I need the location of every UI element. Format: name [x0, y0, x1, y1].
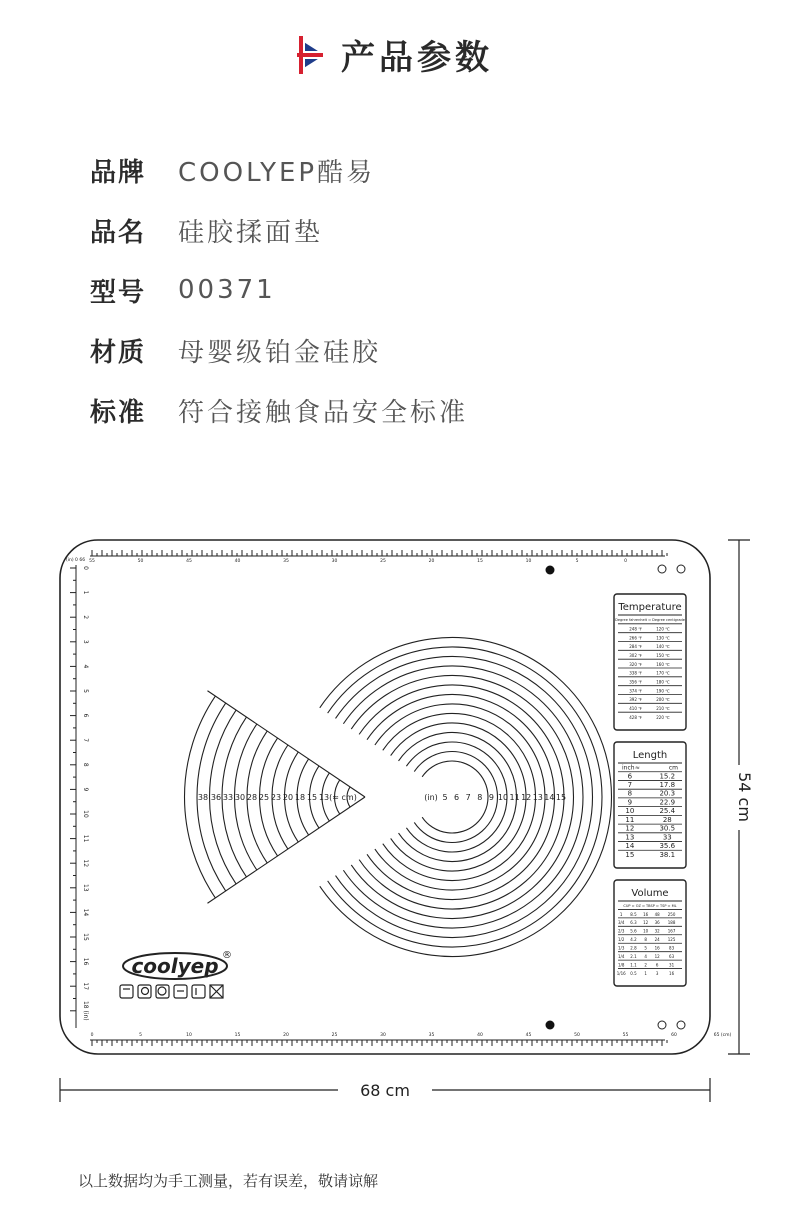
- spec-label: 型号: [90, 277, 147, 308]
- table-cell: 130 ℃: [656, 635, 670, 641]
- table-cell: 1.1: [630, 962, 637, 968]
- ruler-label: 20: [283, 1033, 289, 1038]
- ring-label: 14: [544, 793, 555, 802]
- wedge-label: 18: [294, 793, 306, 802]
- ruler-label: 65 (cm): [713, 1033, 732, 1038]
- table-cell: 160 ℃: [656, 661, 670, 667]
- table-header: CUP ≈ OZ ≈ TBSP ≈ TSP ≈ ML: [623, 903, 677, 908]
- table-cell: 22.9: [659, 798, 676, 807]
- ring-label: 9: [488, 793, 494, 802]
- table-cell: 25.4: [659, 807, 676, 816]
- ruler-label: 35: [283, 559, 289, 564]
- table-cell: 1: [644, 970, 647, 976]
- table-cell: 8: [644, 937, 647, 943]
- spec-row-material: [90, 320, 468, 380]
- table-cell: 190 ℃: [656, 688, 670, 694]
- wedge-label: (≈ cm): [329, 793, 357, 802]
- ruler-label: 1: [82, 590, 89, 595]
- table-cell: 36: [654, 920, 660, 926]
- wedge-label: 36: [210, 793, 222, 802]
- ruler-label: 15: [82, 933, 89, 941]
- ruler-label: 7: [82, 738, 89, 743]
- ruler-label: 6: [82, 713, 89, 718]
- table-header: ≈: [634, 764, 640, 772]
- ruler-label: 3: [82, 639, 89, 644]
- table-cell: 3/4: [617, 920, 625, 926]
- table-cell: 0.5: [630, 970, 637, 976]
- ruler-label: 10: [525, 559, 532, 564]
- center-unit-label: (in): [424, 793, 438, 802]
- table-cell: 83: [669, 945, 675, 951]
- table-cell: 30.5: [659, 824, 676, 833]
- table-cell: 1/2: [617, 937, 625, 943]
- table-cell: 13: [625, 833, 635, 842]
- table-cell: 12: [625, 824, 635, 833]
- table-cell: 12: [654, 954, 660, 959]
- table-cell: 2/3: [617, 928, 625, 934]
- dot-marker: [546, 1021, 555, 1030]
- wedge-label: 25: [258, 793, 270, 802]
- spec-label: 品名: [90, 217, 147, 248]
- table-cell: 248 ℉: [629, 626, 642, 632]
- table-cell: 170 ℃: [656, 670, 670, 676]
- ring-label: 8: [477, 793, 483, 802]
- table-cell: 188: [667, 920, 676, 926]
- ruler-label: 55: [622, 1033, 629, 1038]
- ruler-label: 10: [186, 1033, 192, 1038]
- ruler-label: 5: [139, 1033, 142, 1038]
- table-cell: 428 ℉: [629, 714, 642, 720]
- table-cell: 374 ℉: [629, 688, 642, 694]
- ring-label: 13: [532, 793, 543, 802]
- ruler-label: 45: [186, 559, 192, 564]
- table-cell: 33: [662, 833, 672, 842]
- ruler-label: 40: [234, 559, 241, 564]
- table-cell: 14: [625, 842, 635, 851]
- ruler-label: 35: [428, 1033, 435, 1038]
- ruler-label: 25: [331, 1033, 338, 1038]
- table-cell: 2: [644, 962, 647, 968]
- spec-list: [90, 140, 468, 440]
- ruler-label: 30: [331, 559, 338, 564]
- ruler-label: 0: [90, 1033, 94, 1038]
- table-cell: 1/16: [616, 970, 626, 976]
- table-cell: 266 ℉: [629, 635, 642, 641]
- ruler-label: 5: [575, 559, 579, 564]
- coolyep-logo: [123, 950, 232, 979]
- table-cell: 32: [654, 928, 660, 934]
- table-cell: 9: [627, 798, 633, 807]
- length-table: [614, 742, 686, 868]
- wedge-label: 38: [197, 793, 209, 802]
- table-cell: 2.1: [630, 954, 637, 959]
- table-cell: 167: [667, 928, 676, 934]
- table-cell: 338 ℉: [629, 670, 642, 676]
- table-cell: 16: [643, 911, 649, 917]
- table-cell: 125: [667, 937, 676, 943]
- ruler-label: 18 (in): [82, 1000, 89, 1021]
- table-cell: 1/4: [617, 954, 625, 959]
- ruler-corner-label: (in) 0 66: [66, 558, 86, 563]
- ruler-label: 0: [82, 566, 89, 570]
- header: [0, 30, 790, 79]
- registered-mark: ®: [222, 950, 232, 961]
- ruler-label: 50: [574, 1033, 580, 1038]
- temperature-table: [614, 594, 686, 730]
- ruler-label: 0: [624, 559, 627, 564]
- table-cell: 8.5: [630, 911, 637, 917]
- ruler-label: 16: [82, 957, 89, 966]
- table-cell: 120 ℃: [656, 626, 670, 632]
- table-cell: 6: [627, 772, 633, 781]
- ruler-label: 5: [82, 689, 89, 693]
- ruler-label: 17: [82, 982, 89, 991]
- table-header: cm: [668, 764, 678, 772]
- ruler-label: 50: [137, 559, 144, 564]
- spec-label: 品牌: [90, 157, 147, 188]
- table-cell: 4.2: [630, 937, 637, 943]
- spec-value: COOLYEP酷易: [178, 157, 376, 188]
- ruler-label: 15: [477, 559, 483, 564]
- table-title: Volume: [631, 888, 669, 899]
- ruler-label: 25: [380, 559, 386, 564]
- table-cell: 15: [625, 850, 635, 859]
- spec-row-standard: [90, 380, 468, 440]
- footnote: 以上数据均为手工测量，若有误差，敬请谅解: [78, 1172, 379, 1190]
- spec-label: 标准: [90, 397, 147, 428]
- table-cell: 10: [625, 807, 635, 816]
- ring-label: 10: [497, 793, 509, 802]
- ring-label: 7: [465, 793, 471, 802]
- ruler-label: 40: [477, 1033, 483, 1038]
- table-title: Temperature: [618, 602, 682, 613]
- spec-value: 00371: [178, 275, 276, 305]
- ruler-label: 8: [82, 762, 89, 767]
- table-cell: 410 ℉: [629, 705, 642, 711]
- table-cell: 31: [669, 962, 675, 968]
- table-cell: 15.2: [659, 772, 676, 781]
- ruler-label: 9: [82, 787, 89, 792]
- table-cell: 3: [655, 970, 659, 976]
- table-cell: 1: [619, 911, 623, 917]
- ruler-label: 10: [82, 810, 89, 818]
- volume-table: [614, 880, 686, 986]
- table-cell: 210 ℃: [656, 705, 670, 711]
- table-cell: 1/3: [617, 945, 625, 951]
- ruler-label: 60: [671, 1033, 677, 1038]
- table-cell: 5: [644, 945, 647, 951]
- ruler-label: 11: [82, 834, 89, 843]
- flag-arrow-icon: [297, 36, 327, 74]
- ring-label: 5: [442, 793, 448, 802]
- table-title: Length: [632, 750, 668, 761]
- wedge-label: 23: [270, 793, 282, 802]
- ruler-label: 14: [82, 908, 89, 917]
- ruler-label: 30: [380, 1033, 386, 1038]
- table-cell: 35.6: [659, 842, 676, 851]
- table-cell: 11: [625, 815, 635, 824]
- wedge-label: 20: [282, 793, 294, 802]
- wedge-label: 15: [306, 793, 318, 802]
- table-cell: 20.3: [659, 789, 676, 798]
- table-cell: 140 ℃: [656, 644, 670, 650]
- pastry-mat-diagram: [0, 520, 790, 1120]
- table-cell: 12: [643, 920, 649, 926]
- table-cell: 4: [644, 954, 647, 959]
- table-cell: 302 ℉: [629, 652, 642, 658]
- table-cell: 16: [654, 945, 660, 951]
- table-cell: 24: [654, 937, 660, 943]
- spec-value: 母婴级铂金硅胶: [178, 337, 382, 368]
- height-label: 54 cm: [735, 772, 754, 822]
- table-cell: 320 ℉: [629, 661, 642, 667]
- width-label: 68 cm: [360, 1081, 410, 1100]
- ruler-label: 12: [82, 859, 89, 868]
- ring-label: 6: [454, 793, 460, 802]
- table-cell: 356 ℉: [629, 679, 642, 685]
- brand-text: coolyep: [131, 954, 219, 978]
- ring-label: 11: [509, 793, 520, 802]
- spec-row-brand: [90, 140, 468, 200]
- table-cell: 250: [667, 911, 676, 917]
- ruler-label: 45: [525, 1033, 532, 1038]
- spec-label: 材质: [90, 337, 147, 368]
- table-cell: 220 ℃: [656, 714, 670, 720]
- table-cell: 48: [654, 911, 660, 917]
- table-cell: 200 ℃: [656, 697, 670, 703]
- wedge-label: 28: [246, 793, 258, 802]
- table-cell: 284 ℉: [629, 644, 642, 650]
- page-title: 产品参数: [341, 38, 493, 78]
- table-cell: 150 ℃: [656, 652, 670, 658]
- spec-value: 符合接触食品安全标准: [178, 397, 469, 428]
- table-header: Degree fahrenheit ≈ Degree centigrade: [615, 618, 685, 623]
- table-cell: 392 ℉: [629, 697, 642, 703]
- table-cell: 28: [662, 815, 672, 824]
- table-cell: 38.1: [659, 850, 676, 859]
- wedge-label: 13: [318, 793, 330, 802]
- table-cell: 2.8: [630, 945, 637, 951]
- table-cell: 1/8: [617, 962, 625, 968]
- table-cell: 63: [669, 954, 675, 959]
- ruler-label: 55: [89, 559, 95, 564]
- dot-marker: [546, 566, 555, 575]
- spec-row-name: [90, 200, 468, 260]
- table-cell: 17.8: [659, 781, 676, 789]
- wedge-label: 30: [234, 793, 246, 802]
- ruler-label: 4: [82, 664, 89, 669]
- wedge-label: 33: [222, 793, 234, 802]
- table-cell: 6: [655, 962, 659, 968]
- ruler-label: 13: [82, 883, 89, 892]
- ruler-label: 2: [82, 615, 89, 620]
- ring-label: 15: [555, 793, 567, 802]
- table-header: inch: [622, 764, 635, 772]
- table-cell: 10: [643, 928, 649, 934]
- spec-row-model: [90, 260, 468, 320]
- table-cell: 5.6: [630, 928, 637, 934]
- table-cell: 6.3: [630, 920, 637, 926]
- table-cell: 180 ℃: [656, 679, 670, 685]
- ruler-label: 15: [234, 1033, 241, 1038]
- table-cell: 7: [627, 781, 633, 789]
- table-frame: [614, 594, 686, 730]
- spec-value: 硅胶揉面垫: [178, 217, 324, 248]
- ring-label: 12: [521, 793, 532, 802]
- table-cell: 16: [669, 970, 675, 976]
- ruler-label: 20: [428, 559, 435, 564]
- table-cell: 8: [627, 789, 633, 798]
